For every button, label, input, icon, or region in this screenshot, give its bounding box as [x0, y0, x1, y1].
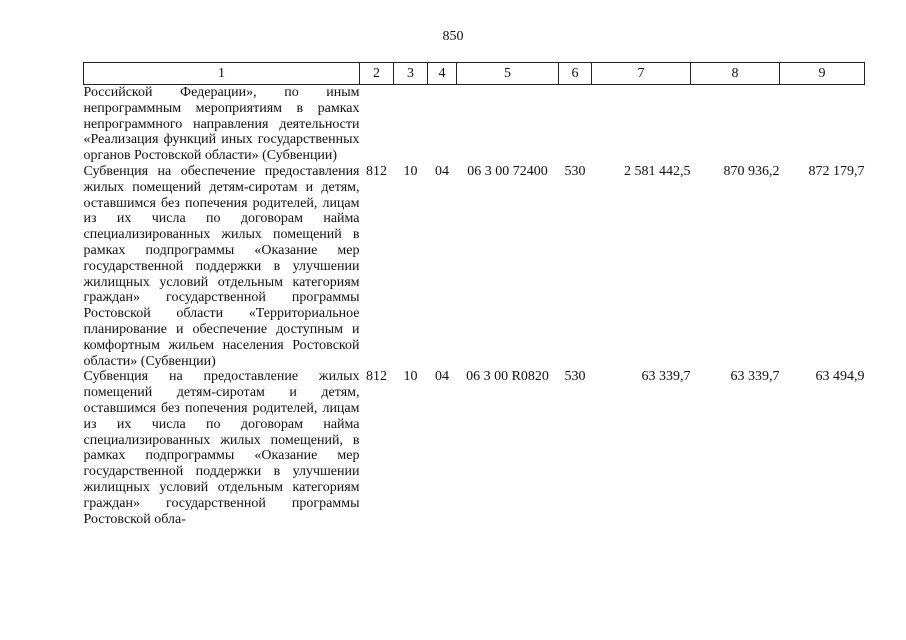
section-code: 10 [403, 369, 418, 385]
amount-col9: 872 179,7 [808, 163, 865, 179]
column-header: 2 [360, 63, 394, 85]
row-description: Субвенция на предоставление жилых помещений детям-сиротам и детям, оставшимся без попечения родителей, лицам из их числа по договорам найма специализированных жилых помещений, в рамках подпрограммы «Оказание мер государственной поддержки в улучшении жилищных условий отдельным категориям граждан» государственной программы Ростовской обла- [83, 369, 360, 527]
column-header: 5 [457, 63, 559, 85]
row-description: Субвенция на обеспечение предоставления жилых помещений детям-сиротам и детям, оставшимся без попечения родителей, лицам из их числа по договорам найма специализированных жилых помещений в рамках подпрограммы «Оказание мер государственной поддержки в улучшении жилищных условий отдельным категориям граждан» государственной программы Ростовской области «Территориальное планирование и обеспечение доступным и комфортным жильем населения Ростовской области» (Субвенции) [83, 163, 360, 369]
column-header: 9 [780, 63, 865, 85]
subsection-code: 04 [435, 369, 449, 385]
amount-col7: 63 339,7 [641, 369, 691, 385]
column-header: 4 [428, 63, 457, 85]
expense-type-code: 530 [564, 369, 586, 385]
expense-type-code [559, 85, 592, 164]
amount-col9: 63 494,9 [815, 369, 865, 385]
table-row [84, 164, 865, 369]
subsection-code: 04 [435, 163, 449, 179]
column-header: 3 [394, 63, 428, 85]
column-header: 7 [592, 63, 691, 85]
amount-col9 [780, 85, 865, 164]
target-article-code: 06 3 00 R0820 [466, 369, 549, 385]
amount-col7 [592, 85, 691, 164]
budget-table [83, 62, 865, 527]
table-row [84, 85, 865, 164]
ministry-code: 812 [366, 369, 387, 385]
section-code: 10 [403, 163, 418, 179]
ministry-code: 812 [366, 163, 387, 179]
amount-col8: 63 339,7 [730, 369, 780, 385]
table-header-row [84, 63, 865, 85]
amount-col8: 870 936,2 [723, 163, 780, 179]
target-article-code [457, 85, 559, 164]
target-article-code: 06 3 00 72400 [467, 163, 548, 179]
section-code [394, 85, 428, 164]
column-header: 1 [84, 63, 360, 85]
table-row [84, 369, 865, 527]
page-number: 850 [442, 29, 464, 44]
ministry-code [360, 85, 394, 164]
expense-type-code: 530 [564, 163, 586, 179]
subsection-code [428, 85, 457, 164]
row-description: Российской Федерации», по иным непрограммным мероприятиям в рамках непрограммного направления деятельности «Реализация функций иных государственных органов Ростовской области» (Субвенции) [83, 85, 360, 164]
column-header: 6 [559, 63, 592, 85]
amount-col8 [691, 85, 780, 164]
amount-col7: 2 581 442,5 [624, 163, 691, 179]
column-header: 8 [691, 63, 780, 85]
